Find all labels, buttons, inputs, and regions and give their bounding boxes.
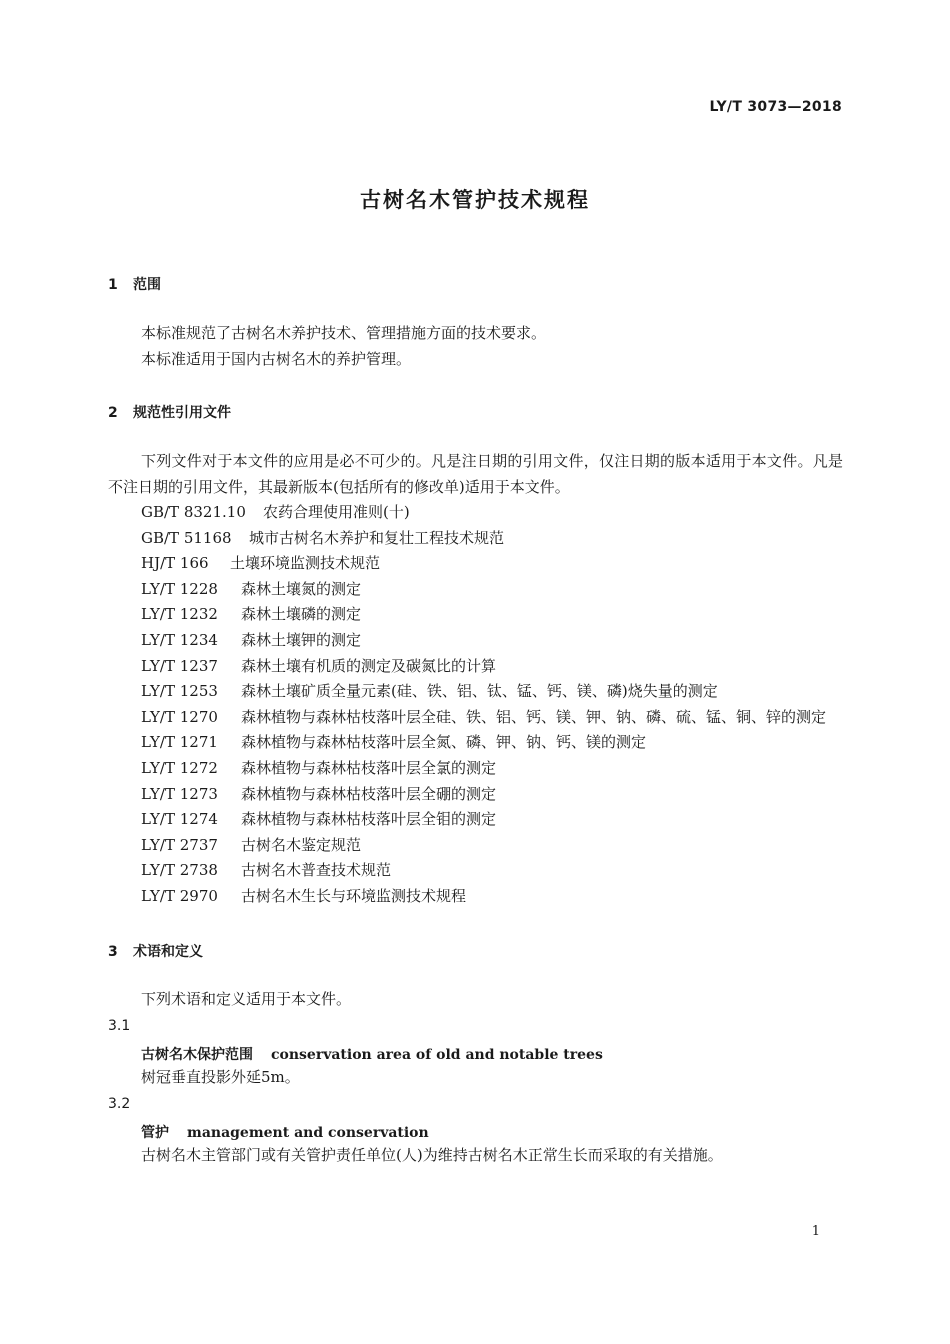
reference-title: 城市古树名木养护和复壮工程技术规范 [249,528,505,547]
reference-title: 森林植物与森林枯枝落叶层全氮、磷、钾、钠、钙、镁的测定 [241,733,647,752]
term-english: conservation area of old and notable trees [271,1047,603,1063]
term-number: 3.1 [108,1018,131,1034]
section-title: 术语和定义 [133,944,203,960]
reference-title: 森林土壤矿质全量元素(硅、铁、铝、钛、锰、钙、镁、磷)烧失量的测定 [241,682,718,701]
section-number: 1 [108,277,118,293]
normative-references-intro: 下列文件对于本文件的应用是必不可少的。凡是注日期的引用文件，仅注日期的版本适用于本文件。凡是不注日期的引用文件，其最新版本(包括所有的修改单)适用于本文件。 [108,452,843,496]
reference-title: 土壤环境监测技术规范 [230,554,381,573]
terms-intro: 下列术语和定义适用于本文件。 [141,990,352,1008]
section-number: 3 [108,944,118,960]
reference-code: GB/T 8321.10 [141,503,246,521]
reference-code: LY/T 1270 [141,707,218,726]
document-title: 古树名木管护技术规程 [360,188,590,212]
reference-code: LY/T 1271 [141,733,218,752]
reference-item [141,679,826,705]
term-definition: 树冠垂直投影外延5m。 [141,1068,300,1086]
reference-item [141,730,826,756]
term-english: management and conservation [187,1125,429,1141]
reference-code: GB/T 51168 [141,528,232,547]
reference-title: 农药合理使用准则(十) [263,503,410,521]
reference-code: LY/T 1228 [141,579,218,598]
term-heading [141,1122,429,1142]
reference-item [141,858,826,884]
reference-title: 古树名木鉴定规范 [241,835,362,854]
reference-code: LY/T 2970 [141,886,218,905]
section-title: 规范性引用文件 [133,405,231,421]
reference-code: HJ/T 166 [141,554,209,573]
reference-title: 森林土壤磷的测定 [241,605,362,624]
paragraph: 本标准适用于国内古树名木的养护管理。 [141,350,412,368]
reference-item [141,551,826,577]
reference-code: LY/T 1253 [141,682,218,701]
section-number: 2 [108,405,118,421]
reference-code: LY/T 1274 [141,810,218,829]
section-2-heading [108,402,231,422]
reference-title: 森林土壤有机质的测定及碳氮比的计算 [241,656,497,675]
page-number: 1 [811,1224,820,1239]
term-chinese: 管护 [141,1125,169,1141]
reference-item [141,577,826,603]
reference-item [141,782,826,808]
term-number: 3.2 [108,1096,131,1112]
reference-list [141,500,826,910]
reference-code: LY/T 1272 [141,758,218,777]
reference-title: 森林植物与森林枯枝落叶层全硅、铁、铝、钙、镁、钾、钠、磷、硫、锰、铜、锌的测定 [241,707,827,726]
section-title: 范围 [133,277,161,293]
reference-item [141,884,826,910]
reference-code: LY/T 1234 [141,630,218,649]
reference-item [141,807,826,833]
reference-item [141,705,826,731]
reference-title: 森林植物与森林枯枝落叶层全钼的测定 [241,810,497,829]
reference-code: LY/T 1273 [141,784,218,803]
reference-title: 森林植物与森林枯枝落叶层全氯的测定 [241,758,497,777]
reference-item [141,654,826,680]
reference-item [141,628,826,654]
reference-code: LY/T 1237 [141,656,218,675]
reference-title: 古树名木普查技术规范 [241,861,392,880]
reference-title: 森林植物与森林枯枝落叶层全硼的测定 [241,784,497,803]
reference-code: LY/T 2738 [141,861,218,880]
paragraph: 本标准规范了古树名木养护技术、管理措施方面的技术要求。 [141,324,547,342]
reference-title: 森林土壤氮的测定 [241,579,362,598]
term-definition: 古树名木主管部门或有关管护责任单位(人)为维持古树名木正常生长而采取的有关措施。 [141,1146,723,1164]
reference-item [141,602,826,628]
reference-item [141,833,826,859]
reference-item [141,500,826,526]
reference-item [141,756,826,782]
term-chinese: 古树名木保护范围 [141,1047,253,1063]
reference-item [141,526,826,552]
reference-title: 古树名木生长与环境监测技术规程 [241,886,467,905]
reference-code: LY/T 1232 [141,605,218,624]
reference-code: LY/T 2737 [141,835,218,854]
term-heading [141,1044,603,1064]
section-3-heading [108,941,203,961]
standard-code: LY/T 3073—2018 [709,99,842,115]
reference-title: 森林土壤钾的测定 [241,630,362,649]
section-1-heading [108,274,161,294]
